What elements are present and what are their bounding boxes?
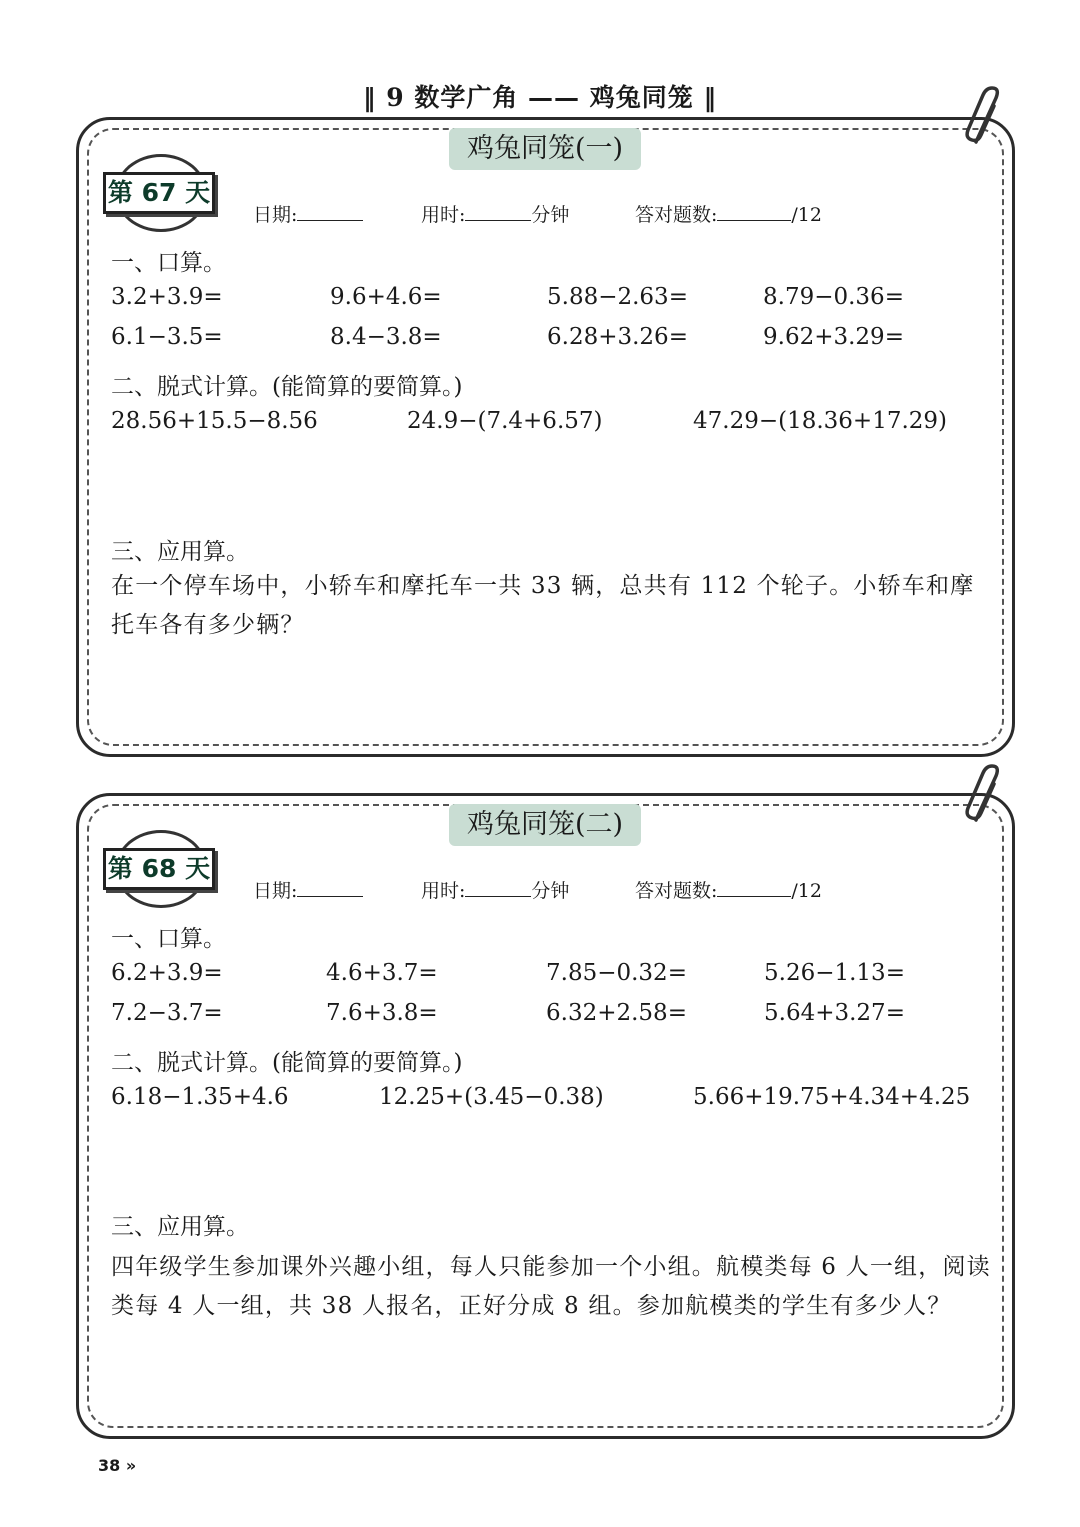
time-label: 用时: (421, 204, 466, 226)
time-blank[interactable] (465, 878, 531, 897)
oral-item: 5.88−2.63= (547, 284, 688, 310)
score-blank[interactable] (717, 878, 791, 897)
oral-item: 4.6+3.7= (326, 960, 438, 986)
day-label: 第 67 天 (103, 172, 215, 214)
page-number: 38 » (98, 1456, 137, 1475)
time-field (421, 200, 569, 227)
section-word-title: 三、应用算。 (111, 539, 249, 565)
score-total: /12 (791, 880, 822, 902)
section-word-title: 三、应用算。 (111, 1214, 249, 1240)
stepwise-item: 6.18−1.35+4.6 (111, 1084, 289, 1110)
day-label: 第 68 天 (103, 848, 215, 890)
time-label: 用时: (421, 880, 466, 902)
chapter-title: ‖ 9 数学广角 —— 鸡兔同笼 ‖ (363, 83, 717, 112)
oral-item: 8.4−3.8= (330, 324, 442, 350)
day-card-67 (76, 117, 1015, 757)
stepwise-item: 47.29−(18.36+17.29) (693, 408, 948, 434)
oral-item: 6.32+2.58= (546, 1000, 687, 1026)
oral-item: 9.6+4.6= (330, 284, 442, 310)
card-tab-title: 鸡兔同笼(二) (449, 804, 641, 846)
paperclip-icon (962, 764, 1006, 826)
date-blank[interactable] (297, 878, 363, 897)
oral-item: 6.2+3.9= (111, 960, 223, 986)
oral-item: 7.6+3.8= (326, 1000, 438, 1026)
section-oral-title: 一、口算。 (111, 250, 226, 276)
oral-item: 6.1−3.5= (111, 324, 223, 350)
date-blank[interactable] (297, 202, 363, 221)
section-stepwise-title: 二、脱式计算。(能简算的要简算。) (111, 374, 463, 400)
score-blank[interactable] (717, 202, 791, 221)
score-label: 答对题数: (635, 880, 718, 902)
oral-item: 3.2+3.9= (111, 284, 223, 310)
oral-item: 8.79−0.36= (763, 284, 904, 310)
section-stepwise-title: 二、脱式计算。(能简算的要简算。) (111, 1050, 463, 1076)
time-unit: 分钟 (531, 204, 570, 226)
time-field (421, 876, 569, 903)
time-blank[interactable] (465, 202, 531, 221)
date-label: 日期: (253, 204, 298, 226)
oral-item: 5.64+3.27= (764, 1000, 905, 1026)
score-label: 答对题数: (635, 204, 718, 226)
score-field (635, 200, 822, 227)
card-tab-title: 鸡兔同笼(一) (449, 128, 641, 170)
paperclip-icon (962, 86, 1006, 148)
oral-item: 9.62+3.29= (763, 324, 904, 350)
date-field (253, 200, 363, 227)
day-badge (103, 154, 217, 228)
day-card-68 (76, 793, 1015, 1439)
score-total: /12 (791, 204, 822, 226)
stepwise-item: 12.25+(3.45−0.38) (379, 1084, 604, 1110)
day-badge (103, 830, 217, 904)
section-oral-title: 一、口算。 (111, 926, 226, 952)
oral-item: 6.28+3.26= (547, 324, 688, 350)
oral-item: 5.26−1.13= (764, 960, 905, 986)
date-label: 日期: (253, 880, 298, 902)
word-problem: 四年级学生参加课外兴趣小组，每人只能参加一个小组。航模类每 6 人一组，阅读类每 4 人一组，共 38 人报名，正好分成 8 组。参加航模类的学生有多少人？ (111, 1254, 991, 1319)
word-problem: 在一个停车场中，小轿车和摩托车一共 33 辆，总共有 112 个轮子。小轿车和摩托车各有多少辆？ (111, 573, 975, 638)
oral-item: 7.85−0.32= (546, 960, 687, 986)
stepwise-item: 5.66+19.75+4.34+4.25 (693, 1084, 971, 1110)
oral-item: 7.2−3.7= (111, 1000, 223, 1026)
stepwise-item: 28.56+15.5−8.56 (111, 408, 318, 434)
stepwise-item: 24.9−(7.4+6.57) (407, 408, 603, 434)
time-unit: 分钟 (531, 880, 570, 902)
score-field (635, 876, 822, 903)
date-field (253, 876, 363, 903)
